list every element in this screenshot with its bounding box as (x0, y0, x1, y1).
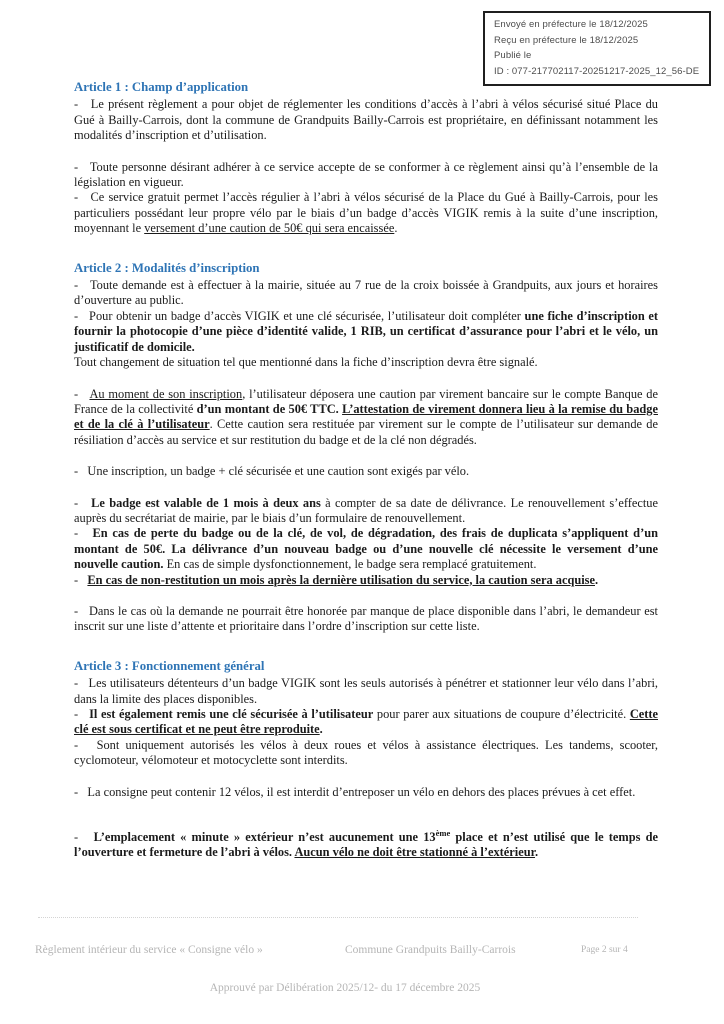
paragraph: - Le présent règlement a pour objet de réglementer les conditions d’accès à l’abri à vélos sécurisé situé Place du Gué à Bailly-Carrois, dont la commune de Grandpuits Bailly-Carrois est propriétaire, en définissant notamment les modalités d’inscription et d’utilisation. (74, 97, 658, 143)
text-segment: Tout changement de situation tel que mentionné dans la fiche d’inscription devra être signalé. (74, 355, 538, 370)
footer-commune-name: Commune Grandpuits Bailly-Carrois (345, 944, 516, 956)
stamp-line: Publié le (494, 50, 532, 61)
text-segment: Au moment de son inscription (89, 386, 243, 401)
paragraph: - Les utilisateurs détenteurs d’un badge VIGIK sont les seuls autorisés à pénétrer et stationner leur vélo dans l’abri, dans la limite des places disponibles. (74, 676, 658, 706)
footer-page-number: Page 2 sur 4 (581, 945, 628, 955)
text-segment: ème (435, 827, 451, 838)
text-segment: , l’utilisateur déposera une caution par virement bancaire sur le compte Banque de France de la collectivité (74, 386, 658, 416)
paragraph: - La consigne peut contenir 12 vélos, il est interdit d’entreposer un vélo en dehors des places prévues à cet effet. (74, 784, 636, 799)
text-segment: à compter de sa date de délivrance. Le renouvellement s’effectue auprès du secrétariat de mairie, par le biais d’un formulaire de renouvellement. (74, 495, 658, 525)
prefecture-stamp (483, 11, 711, 86)
footer-approval-note: Approuvé par Délibération 2025/12- du 17 décembre 2025 (209, 982, 481, 994)
text-segment: pour parer aux situations de coupure d’électricité. (373, 707, 630, 721)
text-segment: place et n’est utilisé que le temps de l’ouverture et fermeture de l’abri à vélos. (74, 830, 659, 860)
footer-document-title: Règlement intérieur du service « Consigne vélo » (35, 944, 263, 956)
text-segment: Le présent règlement a pour objet de réglementer les conditions d’accès à l’abri à vélos sécurisé situé Place du Gué à Bailly-Carrois, dont la commune de Grandpuits Bailly-Carrois est propriétaire, en définissant notamment les modalités d’inscription et d’utilisation. (74, 97, 658, 143)
paragraph: - Ce service gratuit permet l’accès régulier à l’abri à vélos sécurisé de la Place du Gué à Bailly-Carrois, pour les particuliers possédant leur propre vélo par le biais d’un badge d’accès VIGIK remis à la suite d’une inscription, moyennant le versement d’une caution de 50€ qui sera encaissée. (74, 190, 658, 236)
text-segment: En cas de simple dysfonctionnement, le badge sera remplacé gratuitement. (163, 557, 537, 572)
text-segment: L’emplacement « minute » extérieur n’est aucunement une 13 (93, 830, 436, 845)
text-segment: . (535, 845, 539, 860)
text-segment: . Cette caution sera restituée par virement sur le compte de l’utilisateur sur demande de résiliation d’accès au service et sur restitution du badge et de la clé non dégradés. (74, 417, 658, 447)
stamp-line: ID : 077-217702117-20251217-2025_12_56-DE (494, 65, 700, 77)
text-segment: Cette clé est sous certificat et ne peut être reproduite (74, 707, 659, 737)
paragraph: - Une inscription, un badge + clé sécurisée et une caution sont exigés par vélo. (74, 464, 470, 479)
paragraph: - Toute personne désirant adhérer à ce service accepte de se conformer à ce règlement ainsi qu’à l’ensemble de la législation en vigueur. (74, 159, 658, 190)
paragraph: - Le badge est valable de 1 mois à deux ans à compter de sa date de délivrance. Le renouvellement s’effectue auprès du secrétariat de mairie, par le biais d’un formulaire de renouvellement. (74, 495, 658, 525)
text-segment: Les utilisateurs détenteurs d’un badge VIGIK sont les seuls autorisés à pénétrer et stationner leur vélo dans l’abri, dans la limite des places disponibles. (74, 676, 658, 706)
paragraph: - En cas de perte du badge ou de la clé, de vol, de dégradation, des frais de duplicata s’appliquent d’un montant de 50€. La délivrance d’un nouveau badge ou d’une nouvelle clé nécessite le versement d’une nouvelle caution. En cas de simple dysfonctionnement, le badge sera remplacé gratuitement. (74, 526, 658, 572)
text-segment: La consigne peut contenir 12 vélos, il est interdit d’entreposer un vélo en dehors des places prévues à cet effet. (87, 784, 636, 799)
text-segment: Pour obtenir un badge d’accès VIGIK et une clé sécurisée, l’utilisateur doit compléter (89, 308, 525, 323)
text-segment: Sont uniquement autorisés les vélos à deux roues et vélos à assistance électriques. Les tandems, scooter, cyclomoteur, vélomoteur et motocyclette sont interdits. (74, 737, 658, 768)
paragraph (74, 355, 658, 370)
article-heading: Article 1 : Champ d’application (74, 80, 249, 94)
footer-divider (38, 917, 638, 918)
text-segment: Le badge est valable de 1 mois à deux ans (91, 495, 321, 510)
text-segment: Toute demande est à effectuer à la mairie, située au 7 rue de la croix boissée à Grandpuits, aux jours et horaires d’ouverture au public. (74, 278, 659, 308)
text-segment: En cas de non-restitution un mois après la dernière utilisation du service, la caution sera acquise (87, 572, 595, 587)
text-segment: Dans le cas où la demande ne pourrait être honorée par manque de place disponible dans l’abri, le demandeur est inscrit sur une liste d’attente et prioritaire dans l’ordre d’inscription sur cette liste. (74, 603, 658, 634)
text-segment: Aucun vélo ne doit être stationné à l’extérieur (294, 845, 536, 860)
text-segment: En cas de perte du badge ou de la clé, de vol, de dégradation, des frais de duplicata s’appliquent d’un montant de 50€. La délivrance d’un nouveau badge ou d’une nouvelle clé nécessite le versement d’une nouvelle caution. (74, 526, 658, 572)
text-segment: . (394, 221, 398, 236)
text-segment: . (595, 572, 599, 587)
paragraph: - Il est également remis une clé sécurisée à l’utilisateur pour parer aux situations de coupure d’électricité. Cette clé est sous certificat et ne peut être reproduite. (74, 707, 659, 737)
paragraph: - En cas de non-restitution un mois après la dernière utilisation du service, la caution sera acquise. (74, 572, 599, 587)
text-segment: . (319, 722, 323, 737)
paragraph: - L’emplacement « minute » extérieur n’est aucunement une 13ème place et n’est utilisé que le temps de l’ouverture et fermeture de l’abri à vélos. Aucun vélo ne doit être stationné à l’extérieur. (74, 827, 659, 860)
stamp-line: Envoyé en préfecture le 18/12/2025 (494, 19, 648, 30)
text-segment: d’un montant de 50€ TTC. (196, 401, 343, 416)
paragraph: - Dans le cas où la demande ne pourrait être honorée par manque de place disponible dans l’abri, le demandeur est inscrit sur une liste d’attente et prioritaire dans l’ordre d’inscription sur cette liste. (74, 603, 658, 634)
page-footer (0, 944, 724, 960)
paragraph: - Au moment de son inscription, l’utilisateur déposera une caution par virement bancaire sur le compte Banque de France de la collectivité d’un montant de 50€ TTC. L’attestation de virement donnera lieu à la remise du badge et de la clé à l’utilisateur. Cette caution sera restituée par virement sur le compte de l’utilisateur sur demande de résiliation d’accès au service et sur restitution du badge et de la clé non dégradés. (74, 386, 658, 447)
text-segment: Toute personne désirant adhérer à ce service accepte de se conformer à ce règlement ainsi qu’à l’ensemble de la législation en vigueur. (74, 159, 658, 190)
text-segment: Une inscription, un badge + clé sécurisée et une caution sont exigés par vélo. (87, 464, 470, 479)
text-segment: Ce service gratuit permet l’accès régulier à l’abri à vélos sécurisé de la Place du Gué à Bailly-Carrois, pour les particuliers possédant leur propre vélo par le biais d’un badge d’accès VIGIK remis à la suite d’une inscription, moyennant le (74, 190, 658, 236)
paragraph: - Toute demande est à effectuer à la mairie, située au 7 rue de la croix boissée à Grandpuits, aux jours et horaires d’ouverture au public. (74, 278, 659, 308)
text-segment: Il est également remis une clé sécurisée à l’utilisateur (89, 707, 374, 721)
article-heading: Article 2 : Modalités d’inscription (74, 260, 260, 275)
document-body (74, 80, 658, 861)
article-heading: Article 3 : Fonctionnement général (74, 658, 265, 673)
text-segment: L’attestation de virement donnera lieu à la remise du badge et de la clé à l’utilisateur (74, 401, 658, 432)
paragraph: - Sont uniquement autorisés les vélos à deux roues et vélos à assistance électriques. Les tandems, scooter, cyclomoteur, vélomoteur et motocyclette sont interdits. (74, 737, 658, 768)
text-segment: une fiche d’inscription et fournir la photocopie d’une pièce d’identité valide, 1 RIB, un certificat d’assurance pour l’abri et le vélo, un justificatif de domicile. (74, 308, 658, 354)
stamp-line: Reçu en préfecture le 18/12/2025 (494, 34, 639, 46)
paragraph: - Pour obtenir un badge d’accès VIGIK et une clé sécurisée, l’utilisateur doit compléter une fiche d’inscription et fournir la photocopie d’une pièce d’identité valide, 1 RIB, un certificat d’assurance pour l’abri et le vélo, un justificatif de domicile. (74, 308, 658, 354)
text-segment: versement d’une caution de 50€ qui sera encaissée (144, 221, 395, 236)
